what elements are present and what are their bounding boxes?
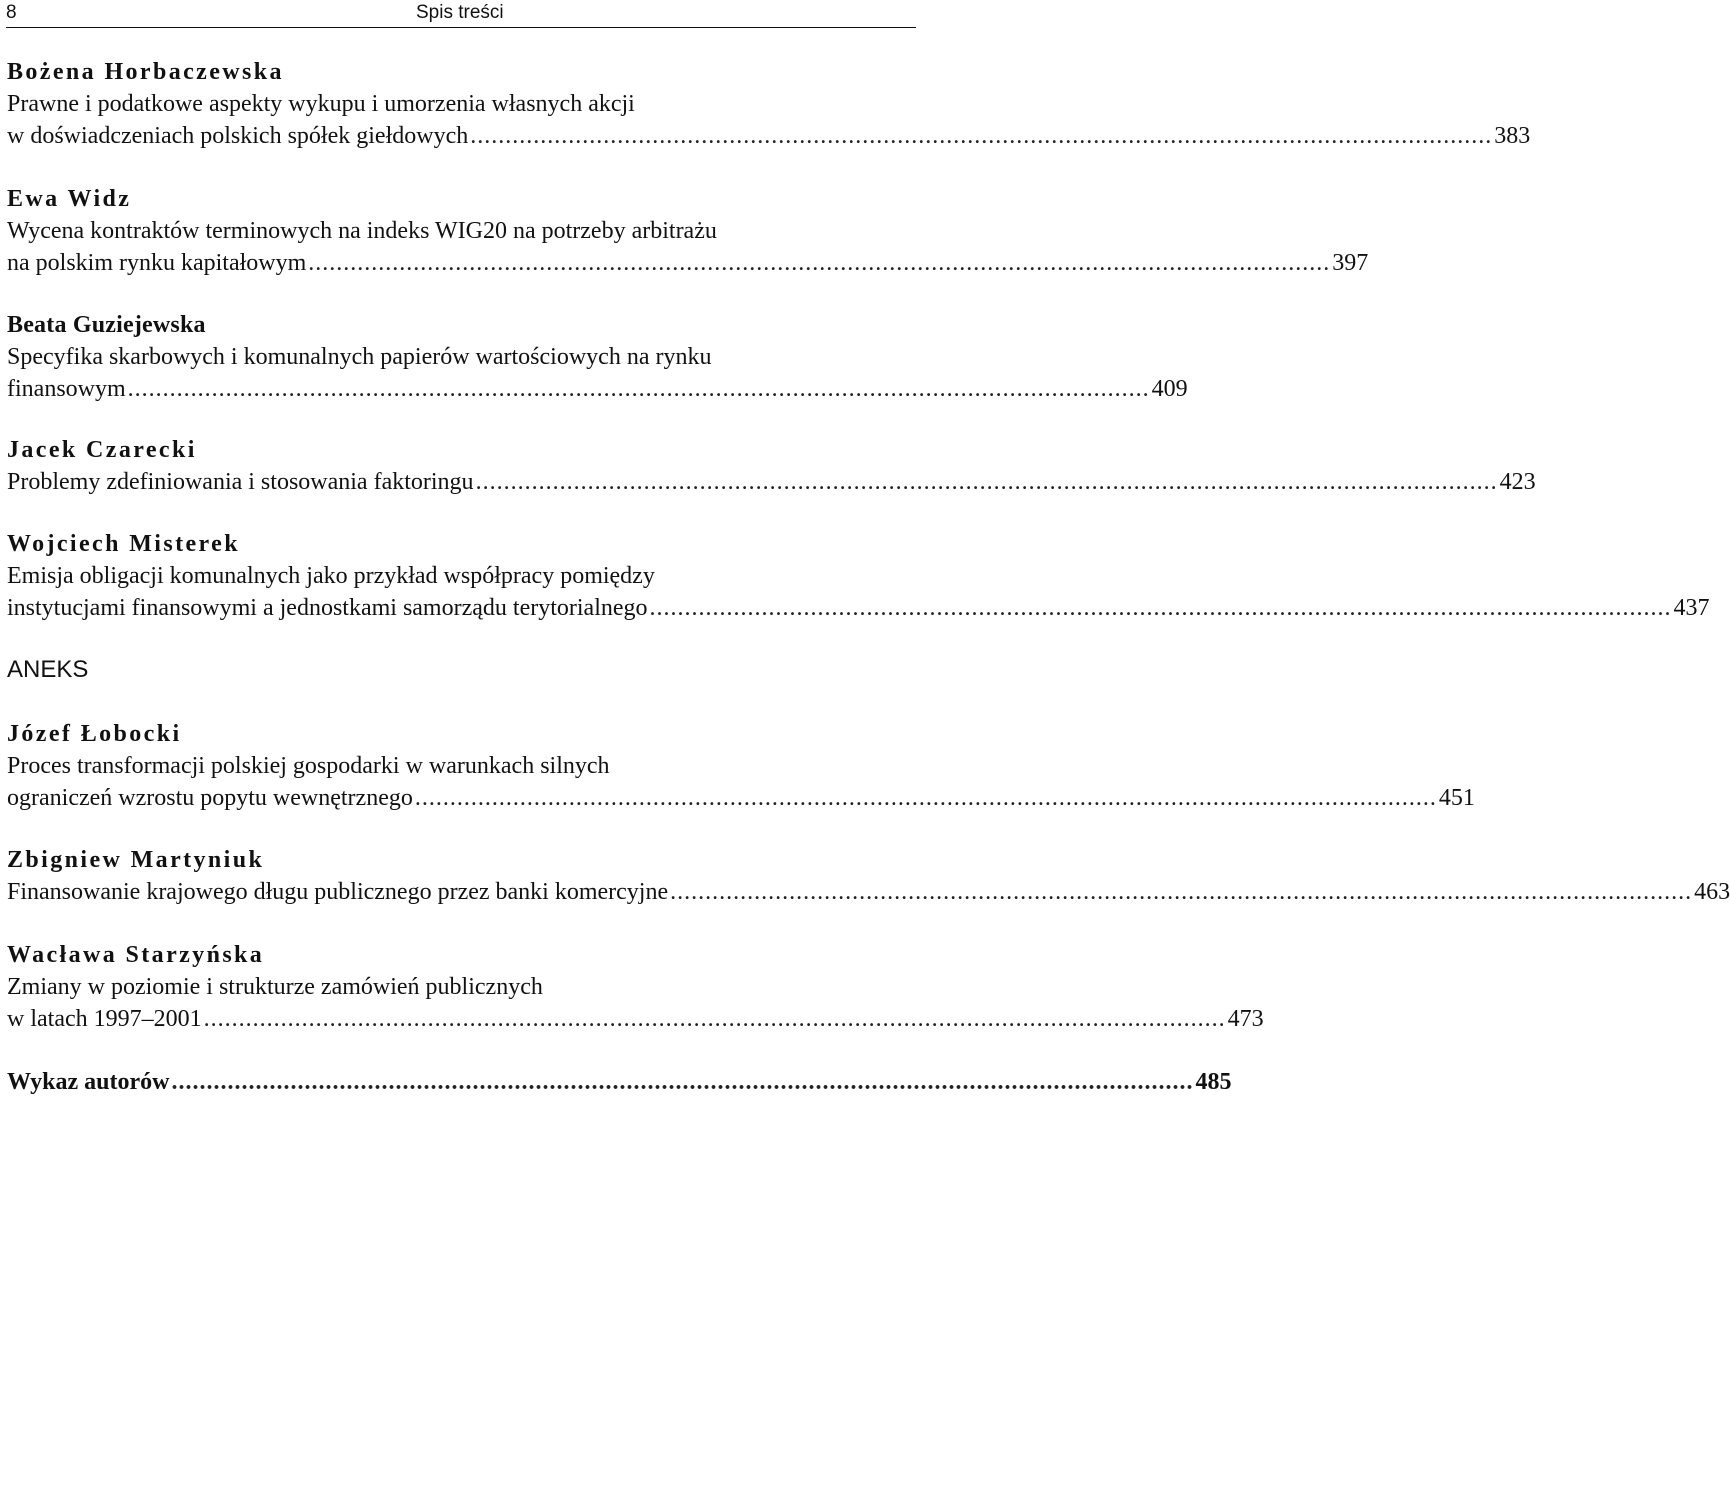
toc-entry[interactable] <box>7 844 1730 908</box>
section-heading-aneks: ANEKS <box>7 656 89 683</box>
dot-leader: .................................................................................................................................................. <box>171 1069 1194 1095</box>
toc-author: Wojciech Misterek <box>7 531 240 557</box>
toc-title-last-line <box>7 782 1475 814</box>
dot-leader: .................................................................................................................................................. <box>127 376 1150 402</box>
toc-title-last-line <box>7 247 1369 279</box>
toc-entry[interactable] <box>7 1066 1232 1098</box>
toc-title-line: Specyfika skarbowych i komunalnych papierów wartościowych na rynku <box>7 344 712 370</box>
toc-page-number: 383 <box>1494 123 1531 149</box>
toc-title-text: Wykaz autorów <box>7 1069 170 1095</box>
toc-title-line: Wycena kontraktów terminowych na indeks WIG20 na potrzeby arbitrażu <box>7 218 717 244</box>
dot-leader: .................................................................................................................................................. <box>475 469 1498 495</box>
toc-title-text: w doświadczeniach polskich spółek giełdowych <box>7 123 469 149</box>
toc-page-number: 437 <box>1673 595 1710 621</box>
toc-title-line: Zmiany w poziomie i strukturze zamówień publicznych <box>7 974 543 1000</box>
toc-author: Beata Guziejewska <box>7 312 206 338</box>
dot-leader: .................................................................................................................................................. <box>670 879 1693 905</box>
page-header <box>6 0 916 28</box>
running-head: Spis treści <box>416 2 504 23</box>
toc-entry[interactable] <box>7 183 1369 279</box>
toc-title-last-line <box>7 120 1531 152</box>
toc-page-number: 485 <box>1195 1069 1232 1095</box>
toc-entry[interactable] <box>7 56 1531 152</box>
toc-entry[interactable] <box>7 939 1264 1035</box>
dot-leader: .................................................................................................................................................. <box>414 785 1437 811</box>
toc-title-line: Prawne i podatkowe aspekty wykupu i umorzenia własnych akcji <box>7 91 635 117</box>
toc-page-number: 423 <box>1499 469 1536 495</box>
dot-leader: .................................................................................................................................................. <box>203 1006 1226 1032</box>
toc-author: Jacek Czarecki <box>7 437 197 463</box>
toc-title-line: Emisja obligacji komunalnych jako przykład współpracy pomiędzy <box>7 563 655 589</box>
toc-author: Józef Łobocki <box>7 721 182 747</box>
toc-title-last-line <box>7 466 1536 498</box>
toc-author: Ewa Widz <box>7 186 132 212</box>
toc-title-text: finansowym <box>7 376 126 402</box>
dot-leader: .................................................................................................................................................. <box>470 123 1493 149</box>
toc-title-text: ograniczeń wzrostu popytu wewnętrznego <box>7 785 413 811</box>
toc-page-number: 409 <box>1151 376 1188 402</box>
toc-author: Wacława Starzyńska <box>7 942 265 968</box>
toc-page-number: 397 <box>1332 250 1369 276</box>
toc-page-number: 473 <box>1227 1006 1264 1032</box>
toc-title-last-line <box>7 876 1730 908</box>
toc-title-line: Proces transformacji polskiej gospodarki w warunkach silnych <box>7 753 610 779</box>
page-number: 8 <box>6 2 17 23</box>
toc-title-text: na polskim rynku kapitałowym <box>7 250 307 276</box>
toc-entry[interactable] <box>7 309 1188 405</box>
toc-title-text: Problemy zdefiniowania i stosowania faktoringu <box>7 469 474 495</box>
toc-entry[interactable] <box>7 434 1536 498</box>
toc-title-text: w latach 1997–2001 <box>7 1006 202 1032</box>
toc-entry[interactable] <box>7 528 1710 624</box>
dot-leader: .................................................................................................................................................. <box>308 250 1331 276</box>
toc-page-number: 463 <box>1694 879 1730 905</box>
toc-entry[interactable] <box>7 718 1475 814</box>
toc-title-text: instytucjami finansowymi a jednostkami samorządu terytorialnego <box>7 595 648 621</box>
toc-title-last-line <box>7 1066 1232 1098</box>
toc-title-last-line <box>7 592 1710 624</box>
toc-title-last-line <box>7 1003 1264 1035</box>
toc-title-last-line <box>7 373 1188 405</box>
toc-title-text: Finansowanie krajowego długu publicznego przez banki komercyjne <box>7 879 669 905</box>
dot-leader: .................................................................................................................................................. <box>649 595 1672 621</box>
toc-page-number: 451 <box>1438 785 1475 811</box>
toc-author: Zbigniew Martyniuk <box>7 847 265 873</box>
toc-author: Bożena Horbaczewska <box>7 59 284 85</box>
